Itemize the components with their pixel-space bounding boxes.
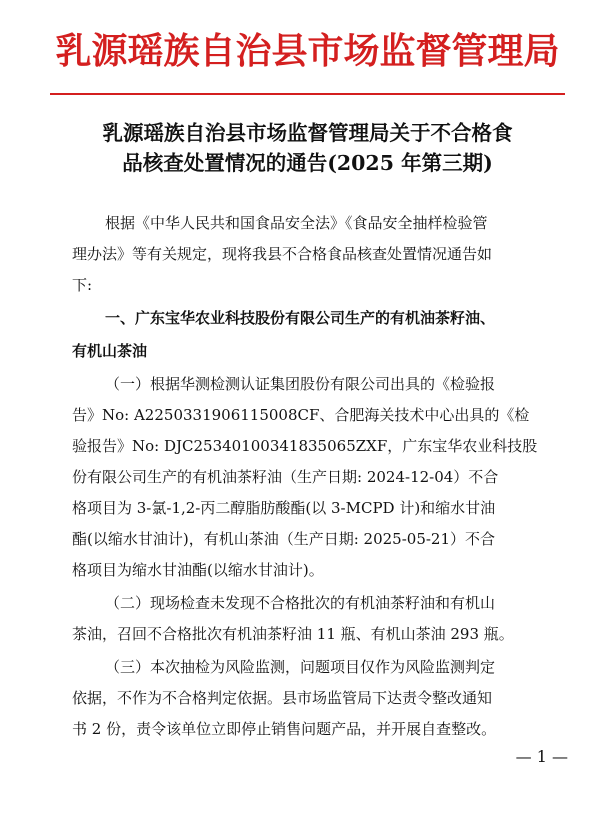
section-heading-line: 一、广东宝华农业科技股份有限公司生产的有机油茶籽油、 (105, 309, 496, 327)
body-line: 理办法》等有关规定，现将我县不合格食品核查处置情况通告如 (72, 245, 493, 263)
body-line: 格项目为 3-氯-1,2-丙二醇脂肪酸酯(以 3-MCPD 计)和缩水甘油 (72, 499, 496, 517)
masthead-red-rule (50, 93, 565, 95)
body-line: 告》No: A2250331906115008CF、合肥海关技术中心出具的《检 (72, 406, 530, 424)
body-line: 依据，不作为不合格判定依据。县市场监管局下达责令整改通知 (72, 689, 493, 707)
body-line: 茶油，召回不合格批次有机油茶籽油 11 瓶、有机山茶油 293 瓶。 (72, 625, 514, 643)
body-line: 根据《中华人民共和国食品安全法》《食品安全抽样检验管 (105, 214, 488, 232)
notice-title-line-2: 品核查处置情况的通告(2025 年第三期) (122, 151, 493, 175)
section-heading-line: 有机山茶油 (72, 342, 148, 360)
body-line: 下: (72, 276, 93, 294)
body-line: 格项目为缩水甘油酯(以缩水甘油计)。 (72, 561, 324, 579)
body-line: （二）现场检查未发现不合格批次的有机油茶籽油和有机山 (105, 594, 496, 612)
body-line: （三）本次抽检为风险监测，问题项目仅作为风险监测判定 (105, 658, 496, 676)
body-line: 书 2 份，责令该单位立即停止销售问题产品，并开展自查整改。 (72, 720, 497, 738)
body-line: 验报告》No: DJC25340100341835065ZXF，广东宝华农业科技股 (72, 437, 538, 455)
page-number: — 1 — (515, 747, 568, 766)
notice-title-line-1: 乳源瑶族自治县市场监督管理局关于不合格食 (102, 121, 513, 145)
body-line: 份有限公司生产的有机油茶籽油（生产日期: 2024-12-04）不合 (72, 468, 499, 486)
body-line: （一）根据华测检测认证集团股份有限公司出具的《检验报 (105, 375, 496, 393)
body-line: 酯(以缩水甘油计)，有机山茶油（生产日期: 2025-05-21）不合 (72, 530, 496, 548)
masthead: 乳源瑶族自治县市场监督管理局 (55, 30, 560, 72)
